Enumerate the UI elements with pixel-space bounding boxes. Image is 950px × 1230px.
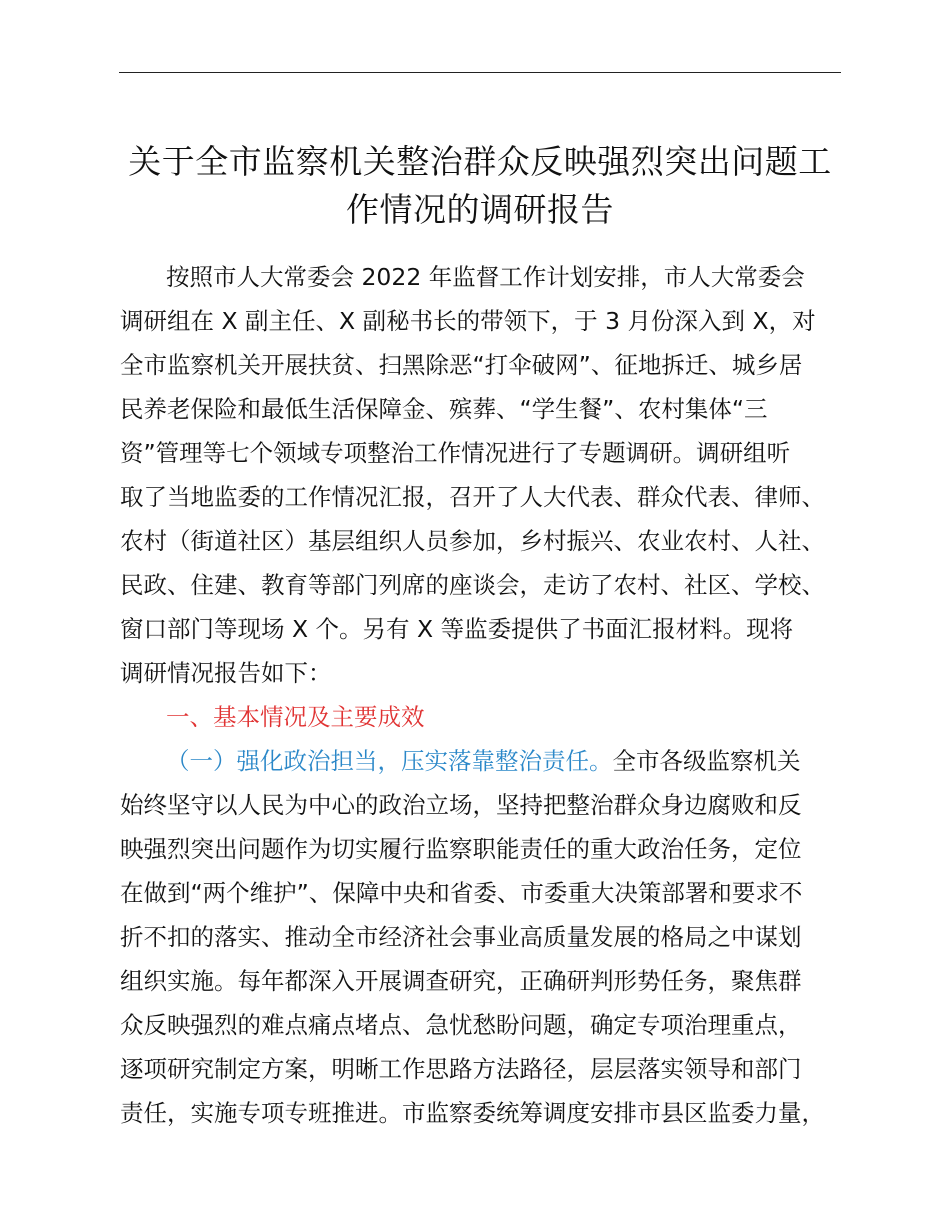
paragraph-line: 农村（街道社区）基层组织人员参加，乡村振兴、农业农村、人社、	[120, 527, 825, 555]
paragraph-line: 按照市人大常委会 2022 年监督工作计划安排，市人大常委会	[166, 263, 805, 291]
subsection-first-line-text: 全市各级监察机关	[612, 747, 801, 775]
paragraph-line: 资”管理等七个领域专项整治工作情况进行了专题调研。调研组听	[120, 439, 791, 467]
document-title-line-2: 作情况的调研报告	[346, 190, 614, 229]
paragraph-line: 组织实施。每年都深入开展调查研究，正确研判形势任务，聚焦群	[120, 967, 802, 995]
paragraph-line: 映强烈突出问题作为切实履行监察职能责任的重大政治任务，定位	[120, 835, 802, 863]
paragraph-line: 民养老保险和最低生活保障金、殡葬、“学生餐”、农村集体“三	[120, 395, 768, 423]
paragraph-line: 责任，实施专项专班推进。市监察委统筹调度安排市县区监委力量，	[120, 1099, 825, 1127]
subsection-first-line	[166, 742, 801, 780]
paragraph-line: 众反映强烈的难点痛点堵点、急忧愁盼问题，确定专项治理重点，	[120, 1011, 802, 1039]
paragraph-line: 调研组在 X 副主任、X 副秘书长的带领下，于 3 月份深入到 X，对	[120, 307, 816, 335]
section-heading: 一、基本情况及主要成效	[166, 703, 425, 731]
paragraph-line: 调研情况报告如下：	[120, 659, 332, 687]
paragraph-line: 逐项研究制定方案，明晰工作思路方法路径，层层落实领导和部门	[120, 1055, 802, 1083]
paragraph-line: 窗口部门等现场 X 个。另有 X 等监委提供了书面汇报材料。现将	[120, 615, 794, 643]
paragraph-line: 始终坚守以人民为中心的政治立场，坚持把整治群众身边腐败和反	[120, 791, 802, 819]
paragraph-line: 折不扣的落实、推动全市经济社会事业高质量发展的格局之中谋划	[120, 923, 802, 951]
paragraph-line: 民政、住建、教育等部门列席的座谈会，走访了农村、社区、学校、	[120, 571, 825, 599]
paragraph-line: 取了当地监委的工作情况汇报，召开了人大代表、群众代表、律师、	[120, 483, 825, 511]
document-title-line-1: 关于全市监察机关整治群众反映强烈突出问题工	[128, 142, 832, 181]
paragraph-line: 在做到“两个维护”、保障中央和省委、市委重大决策部署和要求不	[120, 879, 803, 907]
paragraph-line: 全市监察机关开展扶贫、扫黑除恶“打伞破网”、征地拆迁、城乡居	[120, 351, 803, 379]
subsection-heading: （一）强化政治担当，压实落靠整治责任。	[166, 747, 613, 775]
header-rule	[119, 72, 841, 73]
